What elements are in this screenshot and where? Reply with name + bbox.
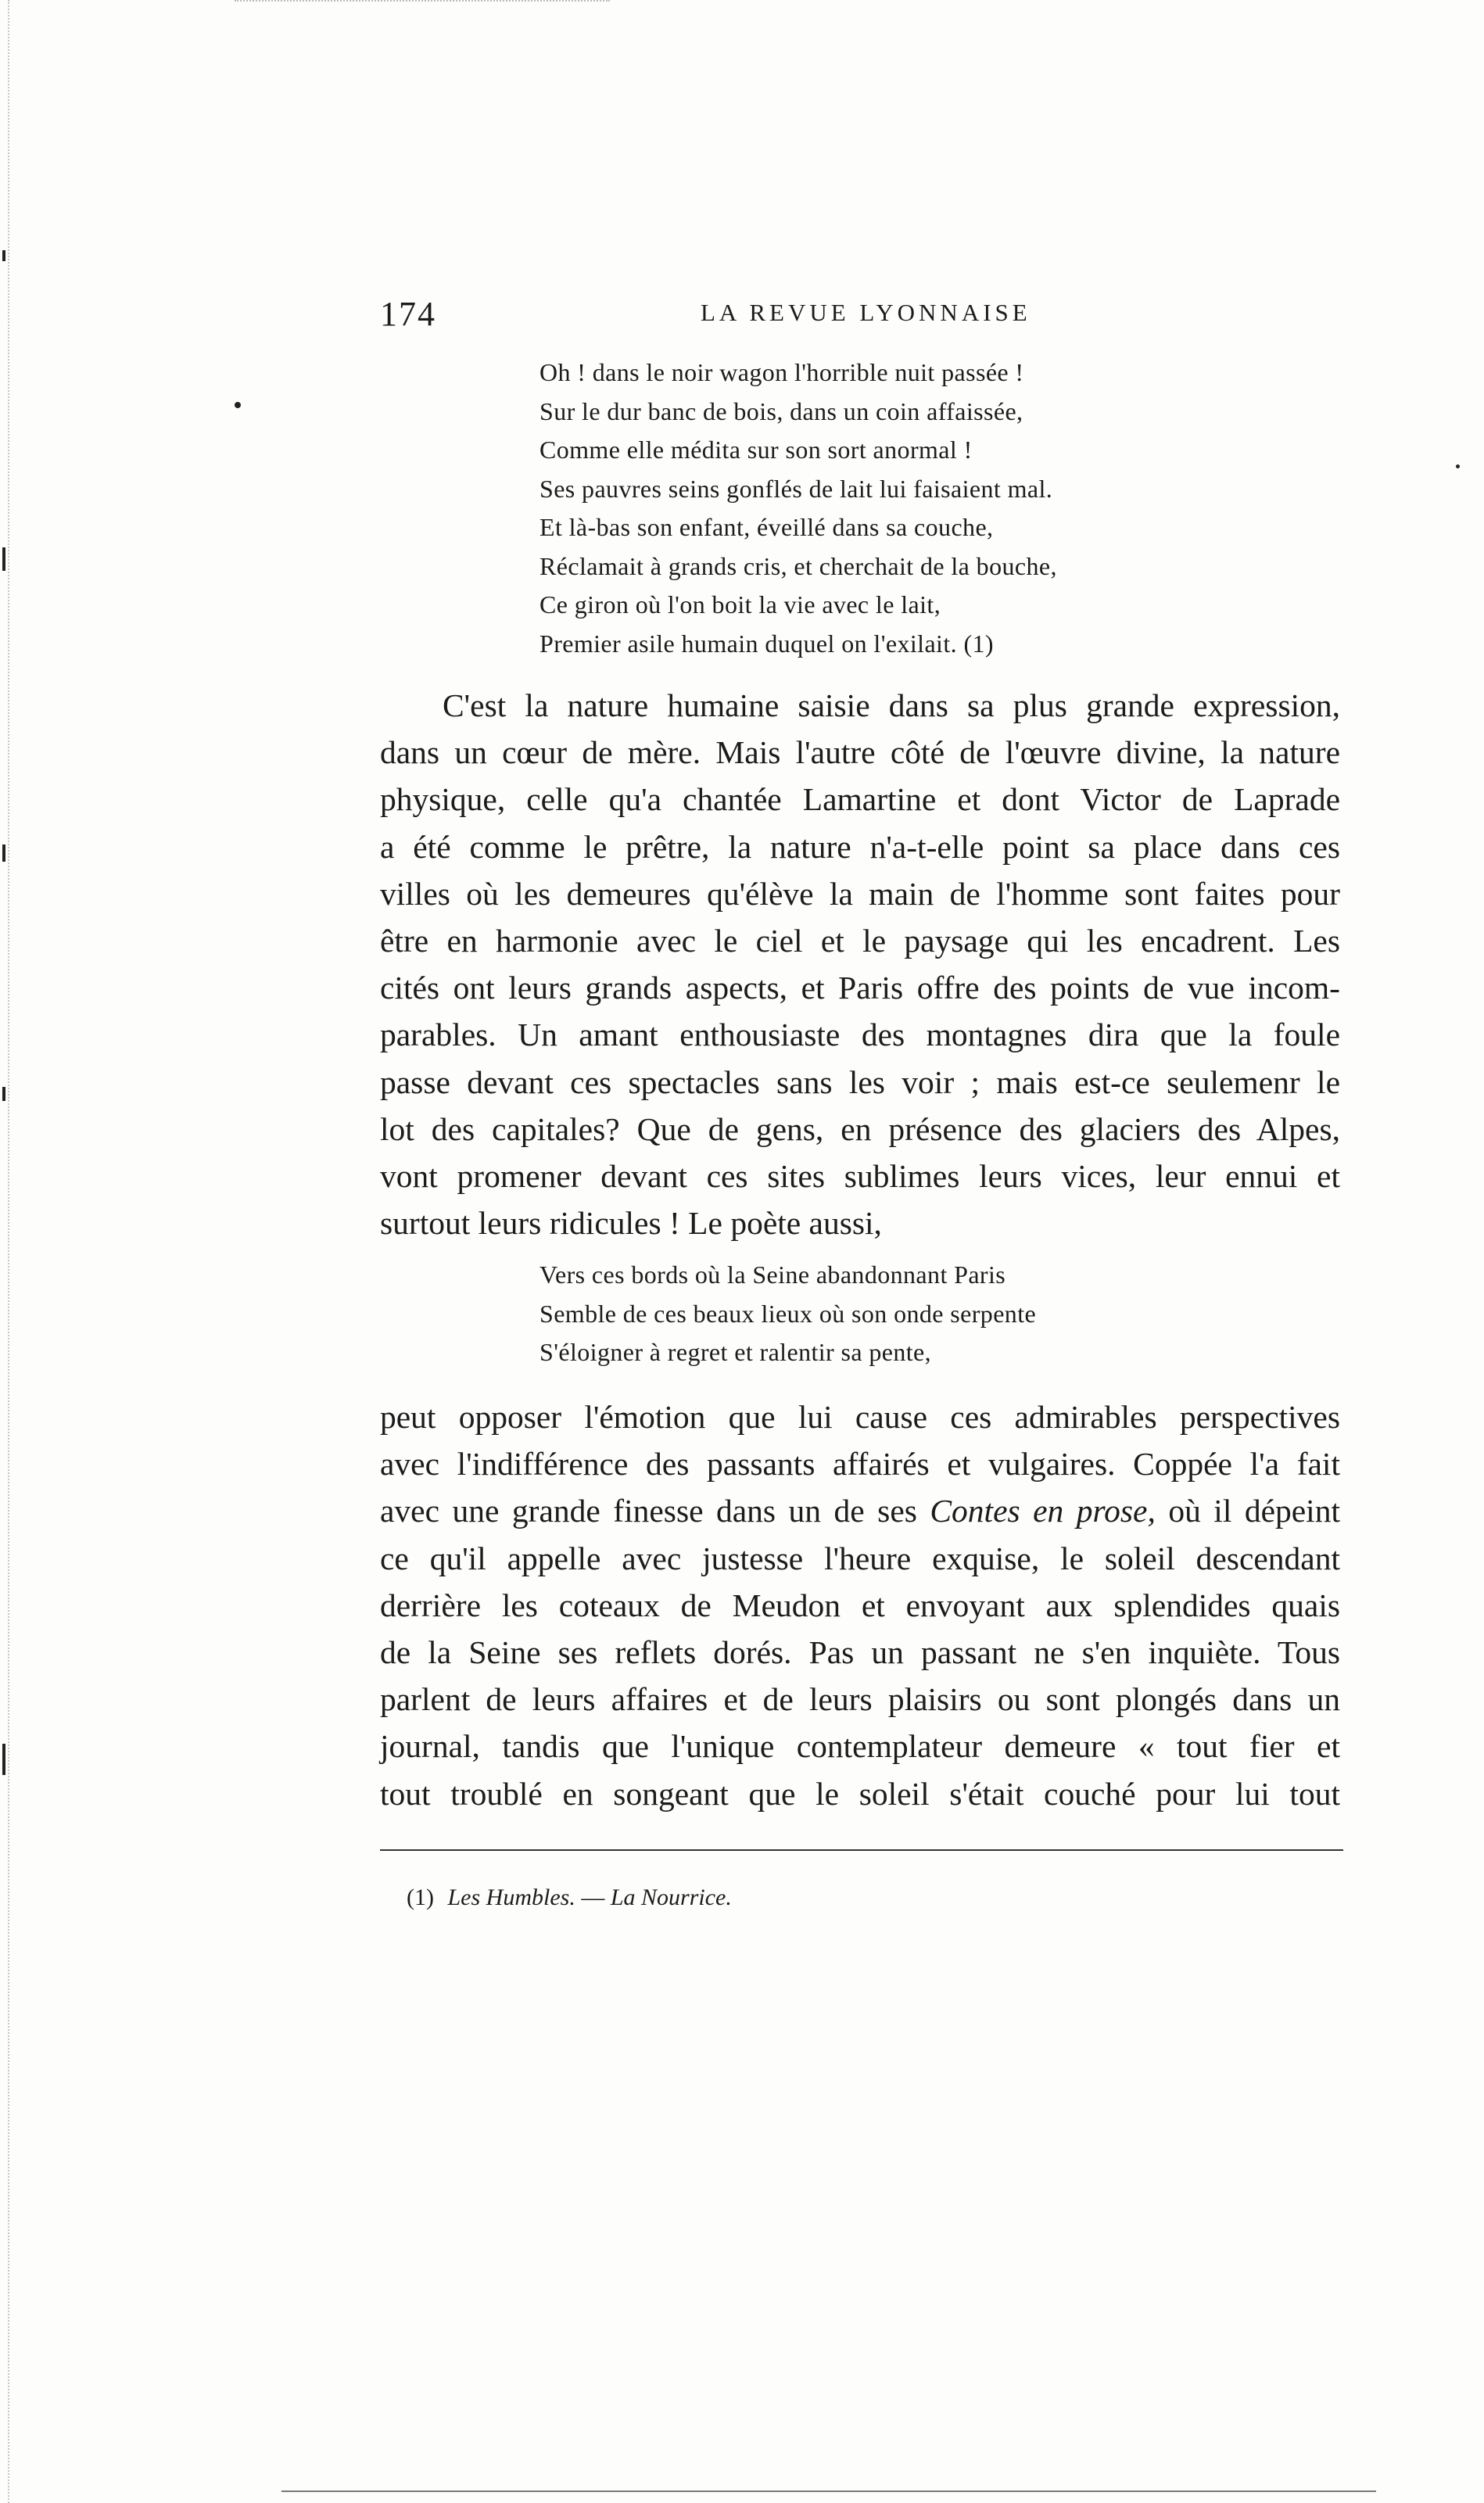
scan-mark xyxy=(2,844,5,862)
verse-line: Vers ces bords où la Seine abandonnant Paris xyxy=(539,1260,1006,1289)
verse-line: Réclamait à grands cris, et cherchait de la bouche, xyxy=(539,551,1057,580)
prose-line: passe devant ces spectacles sans les voir ; mais est-ce seulemenr le xyxy=(380,1063,1340,1100)
prose-paragraph-1 xyxy=(380,682,1340,1246)
footnote-work: Les Humbles. xyxy=(447,1884,575,1910)
verse-line: Sur le dur banc de bois, dans un coin affaissée, xyxy=(539,396,1023,425)
prose-line-with-title xyxy=(380,1487,1340,1534)
prose-line: avec l'indifférence des passants affairés et vulgaires. Coppée l'a fait xyxy=(380,1446,1340,1483)
prose-line: journal, tandis que l'unique contemplateur demeure « tout fier et xyxy=(380,1728,1340,1765)
prose-line: a été comme le prêtre, la nature n'a-t-elle point sa place dans ces xyxy=(380,828,1340,865)
prose-line: parables. Un amant enthousiaste des montagnes dira que la foule xyxy=(380,1017,1340,1053)
footnote-rule xyxy=(380,1849,1343,1851)
scan-bottom-rule xyxy=(281,2490,1376,2492)
prose-line: surtout leurs ridicules ! Le poète aussi, xyxy=(380,1205,882,1242)
scan-top-rule xyxy=(235,0,610,2)
prose-line: physique, celle qu'a chantée Lamartine et dont Victor de Laprade xyxy=(380,781,1340,818)
prose-line: parlent de leurs affaires et de leurs plaisirs ou sont plongés dans un xyxy=(380,1681,1340,1718)
verse-line: Ce giron où l'on boit la vie avec le lait, xyxy=(539,590,941,619)
prose-line: villes où les demeures qu'élève la main de l'homme sont faites pour xyxy=(380,875,1340,912)
prose-line: tout troublé en songeant que le soleil s'était couché pour lui tout xyxy=(380,1775,1340,1812)
scan-mark xyxy=(2,250,5,261)
prose-paragraph-2 xyxy=(380,1393,1340,1817)
ink-speck xyxy=(1456,464,1460,468)
scan-mark xyxy=(2,547,5,571)
scan-edge xyxy=(0,0,9,2503)
verse-line: Et là-bas son enfant, éveillé dans sa couche, xyxy=(539,513,994,541)
prose-text: où il dépeint xyxy=(1155,1493,1340,1529)
footnote-separator: — xyxy=(581,1884,605,1910)
running-head xyxy=(380,294,1443,341)
prose-line: de la Seine ses reflets dorés. Pas un passant ne s'en inquiète. Tous xyxy=(380,1633,1340,1670)
verse-block-1 xyxy=(539,353,1057,663)
prose-line: peut opposer l'émotion que lui cause ces admirables perspectives xyxy=(380,1399,1340,1435)
prose-text: avec une grande finesse dans un de ses xyxy=(380,1493,930,1529)
verse-line: Premier asile humain duquel on l'exilait. (1) xyxy=(539,629,994,658)
prose-line: dans un cœur de mère. Mais l'autre côté de l'œuvre divine, la nature xyxy=(380,734,1340,771)
prose-line: être en harmonie avec le ciel et le paysage qui les encadrent. Les xyxy=(380,922,1340,959)
prose-line: ce qu'il appelle avec justesse l'heure exquise, le soleil descendant xyxy=(380,1540,1340,1576)
ink-speck xyxy=(235,402,241,408)
verse-line: Oh ! dans le noir wagon l'horrible nuit passée ! xyxy=(539,358,1024,386)
footnote-poem: La Nourrice. xyxy=(610,1884,732,1910)
verse-block-2 xyxy=(539,1256,1036,1372)
scan-mark xyxy=(2,1087,5,1101)
footnote xyxy=(407,1884,732,1911)
prose-line: cités ont leurs grands aspects, et Paris offre des points de vue incom- xyxy=(380,970,1340,1006)
book-title-italic: Contes en prose, xyxy=(930,1493,1156,1529)
verse-line: S'éloigner à regret et ralentir sa pente, xyxy=(539,1338,932,1366)
verse-line: Comme elle médita sur son sort anormal ! xyxy=(539,436,973,464)
journal-title: LA REVUE LYONNAISE xyxy=(701,299,1031,326)
prose-line: derrière les coteaux de Meudon et envoyant aux splendides quais xyxy=(380,1587,1340,1623)
prose-line: vont promener devant ces sites sublimes leurs vices, leur ennui et xyxy=(380,1157,1340,1194)
verse-line: Semble de ces beaux lieux où son onde serpente xyxy=(539,1299,1037,1328)
footnote-mark: (1) xyxy=(407,1884,434,1910)
prose-line: lot des capitales? Que de gens, en présence des glaciers des Alpes, xyxy=(380,1110,1340,1147)
prose-line: C'est la nature humaine saisie dans sa plus grande expression, xyxy=(443,687,1340,723)
scan-mark xyxy=(2,1744,5,1775)
verse-line: Ses pauvres seins gonflés de lait lui faisaient mal. xyxy=(539,474,1053,503)
page-number: 174 xyxy=(380,295,436,333)
